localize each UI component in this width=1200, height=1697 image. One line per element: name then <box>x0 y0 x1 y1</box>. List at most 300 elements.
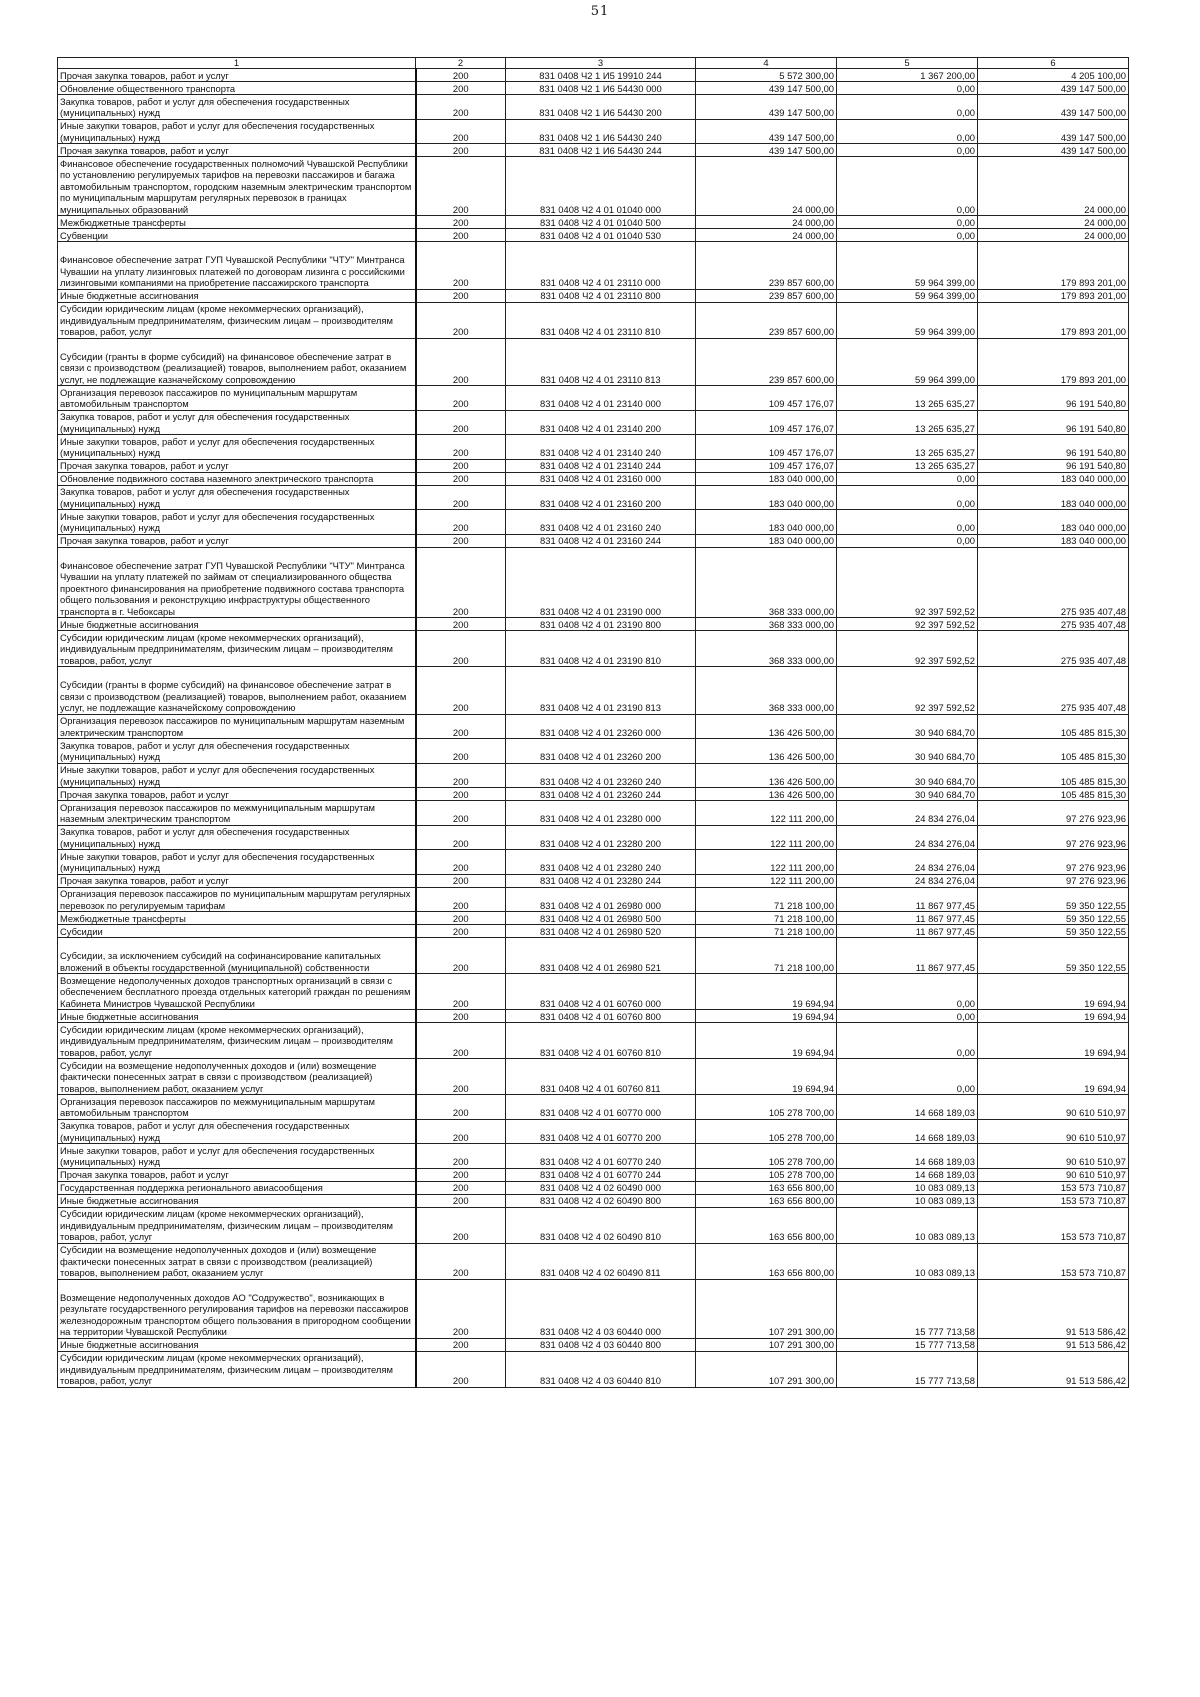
row-name-cell: Закупка товаров, работ и услуг для обеспечения государственных (муниципальных) нужд <box>58 1119 416 1144</box>
row-name-cell: Иные закупки товаров, работ и услуг для обеспечения государственных (муниципальных) нужд <box>58 510 416 535</box>
table-body <box>58 69 1129 1388</box>
table-row <box>58 510 1129 535</box>
row-amount-col6-cell: 97 276 923,96 <box>978 874 1129 887</box>
row-name-cell: Субсидии юридическим лицам (кроме некоммерческих организаций), индивидуальным предпринимателям, физическим лицам – производителям товаров, работ, услуг <box>58 302 416 338</box>
row-name-cell: Субсидии на возмещение недополученных доходов и (или) возмещение фактически понесенных затрат в связи с производством (реализацией) товаров, выполнением работ, оказанием услуг <box>58 1243 416 1279</box>
row-amount-col6-cell: 105 485 815,30 <box>978 788 1129 801</box>
row-name-cell: Субсидии <box>58 925 416 938</box>
row-budget-code-cell: 831 0408 Ч2 4 01 23190 813 <box>506 667 696 715</box>
row-amount-col5-cell: 59 964 399,00 <box>837 289 978 302</box>
row-amount-col5-cell: 11 867 977,45 <box>837 925 978 938</box>
table-row <box>58 1279 1129 1338</box>
row-amount-col5-cell: 1 367 200,00 <box>837 69 978 82</box>
row-code-cell: 200 <box>416 667 506 715</box>
row-amount-col5-cell: 14 668 189,03 <box>837 1119 978 1144</box>
row-amount-col4-cell: 19 694,94 <box>696 1010 837 1023</box>
row-amount-col5-cell: 0,00 <box>837 216 978 229</box>
row-amount-col4-cell: 19 694,94 <box>696 1059 837 1095</box>
table-row <box>58 289 1129 302</box>
row-amount-col5-cell: 14 668 189,03 <box>837 1144 978 1169</box>
row-code-cell: 200 <box>416 386 506 411</box>
row-name-cell: Межбюджетные трансферты <box>58 912 416 925</box>
row-budget-code-cell: 831 0408 Ч2 4 01 60760 810 <box>506 1023 696 1059</box>
row-amount-col6-cell: 179 893 201,00 <box>978 302 1129 338</box>
row-amount-col5-cell: 92 397 592,52 <box>837 667 978 715</box>
row-budget-code-cell: 831 0408 Ч2 4 02 60490 811 <box>506 1243 696 1279</box>
row-amount-col6-cell: 439 147 500,00 <box>978 95 1129 120</box>
row-amount-col4-cell: 136 426 500,00 <box>696 739 837 764</box>
row-budget-code-cell: 831 0408 Ч2 4 01 23160 200 <box>506 485 696 510</box>
row-amount-col6-cell: 59 350 122,55 <box>978 938 1129 974</box>
row-amount-col5-cell: 24 834 276,04 <box>837 801 978 826</box>
row-amount-col5-cell: 14 668 189,03 <box>837 1095 978 1120</box>
row-name-cell: Организация перевозок пассажиров по муниципальным маршрутам регулярных перевозок по регулируемым тарифам <box>58 887 416 912</box>
row-amount-col4-cell: 439 147 500,00 <box>696 82 837 95</box>
row-budget-code-cell: 831 0408 Ч2 4 03 60440 000 <box>506 1279 696 1338</box>
row-amount-col5-cell: 0,00 <box>837 82 978 95</box>
row-budget-code-cell: 831 0408 Ч2 4 01 23160 000 <box>506 472 696 485</box>
row-amount-col6-cell: 439 147 500,00 <box>978 144 1129 157</box>
row-amount-col4-cell: 109 457 176,07 <box>696 410 837 435</box>
row-budget-code-cell: 831 0408 Ч2 1 И6 54430 244 <box>506 144 696 157</box>
table-row <box>58 410 1129 435</box>
row-budget-code-cell: 831 0408 Ч2 4 01 23140 244 <box>506 459 696 472</box>
row-name-cell: Финансовое обеспечение затрат ГУП Чувашской Республики "ЧТУ" Минтранса Чувашии на уплату платежей по займам от специализированного общества проектного финансирования на приобретение подвижного состава транспорта общего пользования и реконструкцию инфраструктуры общественного транспорта в г. Чебоксары <box>58 547 416 618</box>
table-row <box>58 739 1129 764</box>
row-amount-col6-cell: 275 935 407,48 <box>978 667 1129 715</box>
row-amount-col5-cell: 0,00 <box>837 472 978 485</box>
row-budget-code-cell: 831 0408 Ч2 4 01 60770 244 <box>506 1168 696 1181</box>
row-budget-code-cell: 831 0408 Ч2 4 01 60770 240 <box>506 1144 696 1169</box>
row-amount-col5-cell: 0,00 <box>837 119 978 144</box>
row-code-cell: 200 <box>416 974 506 1010</box>
row-amount-col6-cell: 97 276 923,96 <box>978 850 1129 875</box>
row-name-cell: Государственная поддержка регионального авиасообщения <box>58 1181 416 1194</box>
row-amount-col4-cell: 163 656 800,00 <box>696 1243 837 1279</box>
table-row <box>58 763 1129 788</box>
row-name-cell: Финансовое обеспечение государственных полномочий Чувашской Республики по установлению регулируемых тарифов на перевозки пассажиров и багажа автомобильным транспортом, городским наземным электрическим транспортом по муниципальным маршрутам регулярных перевозок в границах муниципальных образований <box>58 157 416 216</box>
row-budget-code-cell: 831 0408 Ч2 4 01 60760 800 <box>506 1010 696 1023</box>
row-name-cell: Закупка товаров, работ и услуг для обеспечения государственных (муниципальных) нужд <box>58 410 416 435</box>
row-budget-code-cell: 831 0408 Ч2 4 01 26980 521 <box>506 938 696 974</box>
row-name-cell: Закупка товаров, работ и услуг для обеспечения государственных (муниципальных) нужд <box>58 739 416 764</box>
row-amount-col4-cell: 109 457 176,07 <box>696 386 837 411</box>
row-code-cell: 200 <box>416 534 506 547</box>
row-code-cell: 200 <box>416 302 506 338</box>
row-budget-code-cell: 831 0408 Ч2 4 01 23190 810 <box>506 631 696 667</box>
row-name-cell: Субсидии юридическим лицам (кроме некоммерческих организаций), индивидуальным предпринимателям, физическим лицам – производителям товаров, работ, услуг <box>58 1023 416 1059</box>
row-budget-code-cell: 831 0408 Ч2 4 01 23260 200 <box>506 739 696 764</box>
row-budget-code-cell: 831 0408 Ч2 4 02 60490 800 <box>506 1194 696 1207</box>
row-amount-col4-cell: 439 147 500,00 <box>696 95 837 120</box>
row-amount-col6-cell: 153 573 710,87 <box>978 1181 1129 1194</box>
row-amount-col4-cell: 368 333 000,00 <box>696 667 837 715</box>
row-amount-col5-cell: 0,00 <box>837 1010 978 1023</box>
row-amount-col5-cell: 0,00 <box>837 229 978 242</box>
row-amount-col5-cell: 0,00 <box>837 974 978 1010</box>
table-row <box>58 1338 1129 1351</box>
row-budget-code-cell: 831 0408 Ч2 4 01 60770 200 <box>506 1119 696 1144</box>
row-name-cell: Субсидии, за исключением субсидий на софинансирование капитальных вложений в объекты государственной (муниципальной) собственности <box>58 938 416 974</box>
column-number-row <box>58 58 1129 69</box>
row-code-cell: 200 <box>416 472 506 485</box>
row-budget-code-cell: 831 0408 Ч2 4 03 60440 810 <box>506 1351 696 1387</box>
row-code-cell: 200 <box>416 69 506 82</box>
row-code-cell: 200 <box>416 119 506 144</box>
row-name-cell: Организация перевозок пассажиров по межмуниципальным маршрутам автомобильным транспортом <box>58 1095 416 1120</box>
row-budget-code-cell: 831 0408 Ч2 4 01 01040 530 <box>506 229 696 242</box>
row-budget-code-cell: 831 0408 Ч2 4 01 60770 000 <box>506 1095 696 1120</box>
row-name-cell: Возмещение недополученных доходов АО "Содружество", возникающих в результате государственного регулирования тарифов на перевозки пассажиров железнодорожным транспортом общего пользования в пригородном сообщении на территории Чувашской Республики <box>58 1279 416 1338</box>
row-name-cell: Субсидии юридическим лицам (кроме некоммерческих организаций), индивидуальным предпринимателям, физическим лицам – производителям товаров, работ, услуг <box>58 1351 416 1387</box>
row-code-cell: 200 <box>416 874 506 887</box>
table-row <box>58 938 1129 974</box>
row-amount-col4-cell: 19 694,94 <box>696 974 837 1010</box>
row-budget-code-cell: 831 0408 Ч2 4 01 23280 240 <box>506 850 696 875</box>
column-header: 6 <box>978 58 1129 69</box>
row-amount-col6-cell: 96 191 540,80 <box>978 386 1129 411</box>
row-amount-col6-cell: 90 610 510,97 <box>978 1119 1129 1144</box>
row-amount-col5-cell: 0,00 <box>837 510 978 535</box>
row-amount-col5-cell: 59 964 399,00 <box>837 338 978 386</box>
row-amount-col4-cell: 105 278 700,00 <box>696 1168 837 1181</box>
table-row <box>58 472 1129 485</box>
row-name-cell: Прочая закупка товаров, работ и услуг <box>58 144 416 157</box>
row-budget-code-cell: 831 0408 Ч2 4 01 01040 000 <box>506 157 696 216</box>
row-amount-col5-cell: 0,00 <box>837 144 978 157</box>
row-code-cell: 200 <box>416 1207 506 1243</box>
row-amount-col5-cell: 24 834 276,04 <box>837 825 978 850</box>
row-code-cell: 200 <box>416 1181 506 1194</box>
table-row <box>58 1023 1129 1059</box>
row-amount-col6-cell: 59 350 122,55 <box>978 912 1129 925</box>
row-budget-code-cell: 831 0408 Ч2 4 01 26980 520 <box>506 925 696 938</box>
row-amount-col6-cell: 105 485 815,30 <box>978 714 1129 739</box>
table-row <box>58 667 1129 715</box>
row-amount-col4-cell: 136 426 500,00 <box>696 714 837 739</box>
row-amount-col6-cell: 91 513 586,42 <box>978 1279 1129 1338</box>
row-budget-code-cell: 831 0408 Ч2 4 01 23190 800 <box>506 618 696 631</box>
table-row <box>58 485 1129 510</box>
row-budget-code-cell: 831 0408 Ч2 4 01 23110 800 <box>506 289 696 302</box>
row-code-cell: 200 <box>416 763 506 788</box>
row-amount-col6-cell: 97 276 923,96 <box>978 825 1129 850</box>
row-amount-col5-cell: 11 867 977,45 <box>837 938 978 974</box>
row-code-cell: 200 <box>416 1095 506 1120</box>
row-name-cell: Иные закупки товаров, работ и услуг для обеспечения государственных (муниципальных) нужд <box>58 119 416 144</box>
row-amount-col5-cell: 0,00 <box>837 157 978 216</box>
row-amount-col6-cell: 183 040 000,00 <box>978 485 1129 510</box>
row-budget-code-cell: 831 0408 Ч2 4 01 23110 810 <box>506 302 696 338</box>
row-name-cell: Иные закупки товаров, работ и услуг для обеспечения государственных (муниципальных) нужд <box>58 1144 416 1169</box>
column-header: 1 <box>58 58 416 69</box>
table-row <box>58 925 1129 938</box>
table-row <box>58 801 1129 826</box>
row-code-cell: 200 <box>416 618 506 631</box>
row-amount-col6-cell: 91 513 586,42 <box>978 1338 1129 1351</box>
table-row <box>58 1010 1129 1023</box>
row-amount-col6-cell: 59 350 122,55 <box>978 887 1129 912</box>
row-amount-col5-cell: 59 964 399,00 <box>837 242 978 290</box>
row-name-cell: Иные бюджетные ассигнования <box>58 1010 416 1023</box>
row-code-cell: 200 <box>416 714 506 739</box>
table-row <box>58 534 1129 547</box>
row-budget-code-cell: 831 0408 Ч2 4 01 23160 244 <box>506 534 696 547</box>
row-budget-code-cell: 831 0408 Ч2 4 03 60440 800 <box>506 1338 696 1351</box>
row-budget-code-cell: 831 0408 Ч2 4 01 26980 000 <box>506 887 696 912</box>
row-name-cell: Закупка товаров, работ и услуг для обеспечения государственных (муниципальных) нужд <box>58 825 416 850</box>
row-budget-code-cell: 831 0408 Ч2 4 01 23280 000 <box>506 801 696 826</box>
row-amount-col5-cell: 14 668 189,03 <box>837 1168 978 1181</box>
table-row <box>58 459 1129 472</box>
row-amount-col5-cell: 92 397 592,52 <box>837 618 978 631</box>
row-code-cell: 200 <box>416 459 506 472</box>
row-name-cell: Прочая закупка товаров, работ и услуг <box>58 459 416 472</box>
row-code-cell: 200 <box>416 850 506 875</box>
row-amount-col5-cell: 30 940 684,70 <box>837 714 978 739</box>
row-name-cell: Субсидии (гранты в форме субсидий) на финансовое обеспечение затрат в связи с производством (реализацией) товаров, выполнением работ, оказанием услуг, не подлежащие казначейскому сопровождению <box>58 338 416 386</box>
row-amount-col6-cell: 90 610 510,97 <box>978 1168 1129 1181</box>
row-budget-code-cell: 831 0408 Ч2 4 01 23110 813 <box>506 338 696 386</box>
row-code-cell: 200 <box>416 1338 506 1351</box>
row-amount-col5-cell: 24 834 276,04 <box>837 874 978 887</box>
table-row <box>58 912 1129 925</box>
table-row <box>58 850 1129 875</box>
row-code-cell: 200 <box>416 242 506 290</box>
row-amount-col4-cell: 183 040 000,00 <box>696 534 837 547</box>
table-row <box>58 82 1129 95</box>
row-name-cell: Прочая закупка товаров, работ и услуг <box>58 1168 416 1181</box>
row-code-cell: 200 <box>416 1010 506 1023</box>
row-code-cell: 200 <box>416 631 506 667</box>
row-code-cell: 200 <box>416 485 506 510</box>
row-amount-col4-cell: 107 291 300,00 <box>696 1279 837 1338</box>
row-name-cell: Обновление подвижного состава наземного электрического транспорта <box>58 472 416 485</box>
row-name-cell: Иные закупки товаров, работ и услуг для обеспечения государственных (муниципальных) нужд <box>58 435 416 460</box>
row-amount-col5-cell: 92 397 592,52 <box>837 631 978 667</box>
row-amount-col6-cell: 59 350 122,55 <box>978 925 1129 938</box>
row-amount-col5-cell: 0,00 <box>837 534 978 547</box>
row-code-cell: 200 <box>416 1168 506 1181</box>
row-code-cell: 200 <box>416 82 506 95</box>
row-amount-col5-cell: 0,00 <box>837 95 978 120</box>
row-amount-col4-cell: 71 218 100,00 <box>696 925 837 938</box>
row-amount-col4-cell: 439 147 500,00 <box>696 144 837 157</box>
row-amount-col6-cell: 275 935 407,48 <box>978 547 1129 618</box>
row-amount-col6-cell: 24 000,00 <box>978 229 1129 242</box>
row-amount-col5-cell: 10 083 089,13 <box>837 1207 978 1243</box>
row-name-cell: Финансовое обеспечение затрат ГУП Чувашской Республики "ЧТУ" Минтранса Чувашии на уплату лизинговых платежей по договорам лизинга с российскими лизинговыми компаниями на приобретение пассажирского транспорта <box>58 242 416 290</box>
row-budget-code-cell: 831 0408 Ч2 1 И6 54430 000 <box>506 82 696 95</box>
row-name-cell: Прочая закупка товаров, работ и услуг <box>58 69 416 82</box>
row-amount-col4-cell: 368 333 000,00 <box>696 631 837 667</box>
row-amount-col5-cell: 92 397 592,52 <box>837 547 978 618</box>
row-amount-col6-cell: 19 694,94 <box>978 1023 1129 1059</box>
row-amount-col6-cell: 24 000,00 <box>978 157 1129 216</box>
row-amount-col4-cell: 183 040 000,00 <box>696 510 837 535</box>
table-row <box>58 1168 1129 1181</box>
row-amount-col5-cell: 13 265 635,27 <box>837 386 978 411</box>
row-name-cell: Субсидии юридическим лицам (кроме некоммерческих организаций), индивидуальным предпринимателям, физическим лицам – производителям товаров, работ, услуг <box>58 631 416 667</box>
row-amount-col6-cell: 91 513 586,42 <box>978 1351 1129 1387</box>
row-name-cell: Иные закупки товаров, работ и услуг для обеспечения государственных (муниципальных) нужд <box>58 850 416 875</box>
table-row <box>58 216 1129 229</box>
row-code-cell: 200 <box>416 338 506 386</box>
table-row <box>58 825 1129 850</box>
row-amount-col6-cell: 183 040 000,00 <box>978 510 1129 535</box>
row-code-cell: 200 <box>416 1119 506 1144</box>
row-code-cell: 200 <box>416 938 506 974</box>
row-amount-col4-cell: 122 111 200,00 <box>696 825 837 850</box>
row-amount-col4-cell: 105 278 700,00 <box>696 1095 837 1120</box>
row-code-cell: 200 <box>416 1351 506 1387</box>
row-amount-col6-cell: 439 147 500,00 <box>978 82 1129 95</box>
column-header: 2 <box>416 58 506 69</box>
row-amount-col5-cell: 10 083 089,13 <box>837 1243 978 1279</box>
row-amount-col6-cell: 179 893 201,00 <box>978 289 1129 302</box>
row-code-cell: 200 <box>416 229 506 242</box>
table-row <box>58 1207 1129 1243</box>
row-amount-col4-cell: 136 426 500,00 <box>696 788 837 801</box>
row-code-cell: 200 <box>416 289 506 302</box>
table-row <box>58 874 1129 887</box>
row-code-cell: 200 <box>416 144 506 157</box>
table-row <box>58 1243 1129 1279</box>
row-amount-col4-cell: 163 656 800,00 <box>696 1207 837 1243</box>
row-amount-col6-cell: 153 573 710,87 <box>978 1194 1129 1207</box>
row-name-cell: Прочая закупка товаров, работ и услуг <box>58 534 416 547</box>
row-amount-col4-cell: 239 857 600,00 <box>696 289 837 302</box>
row-amount-col4-cell: 105 278 700,00 <box>696 1144 837 1169</box>
row-amount-col4-cell: 105 278 700,00 <box>696 1119 837 1144</box>
row-budget-code-cell: 831 0408 Ч2 4 02 60490 810 <box>506 1207 696 1243</box>
row-code-cell: 200 <box>416 1059 506 1095</box>
row-amount-col5-cell: 15 777 713,58 <box>837 1279 978 1338</box>
row-amount-col5-cell: 11 867 977,45 <box>837 887 978 912</box>
row-code-cell: 200 <box>416 510 506 535</box>
table-row <box>58 435 1129 460</box>
row-amount-col4-cell: 239 857 600,00 <box>696 242 837 290</box>
row-amount-col4-cell: 368 333 000,00 <box>696 547 837 618</box>
row-amount-col4-cell: 109 457 176,07 <box>696 435 837 460</box>
budget-table <box>57 57 1129 1388</box>
row-amount-col4-cell: 122 111 200,00 <box>696 874 837 887</box>
row-amount-col6-cell: 90 610 510,97 <box>978 1144 1129 1169</box>
row-code-cell: 200 <box>416 925 506 938</box>
row-amount-col4-cell: 24 000,00 <box>696 229 837 242</box>
row-budget-code-cell: 831 0408 Ч2 4 01 23260 240 <box>506 763 696 788</box>
row-amount-col5-cell: 10 083 089,13 <box>837 1181 978 1194</box>
row-amount-col6-cell: 183 040 000,00 <box>978 534 1129 547</box>
row-amount-col5-cell: 0,00 <box>837 1023 978 1059</box>
row-amount-col5-cell: 0,00 <box>837 1059 978 1095</box>
table-row <box>58 714 1129 739</box>
table-row <box>58 338 1129 386</box>
table-row <box>58 631 1129 667</box>
row-amount-col4-cell: 24 000,00 <box>696 216 837 229</box>
row-budget-code-cell: 831 0408 Ч2 4 01 23190 000 <box>506 547 696 618</box>
table-row <box>58 547 1129 618</box>
row-amount-col6-cell: 105 485 815,30 <box>978 739 1129 764</box>
row-amount-col4-cell: 107 291 300,00 <box>696 1351 837 1387</box>
row-name-cell: Субсидии на возмещение недополученных доходов и (или) возмещение фактически понесенных затрат в связи с производством (реализацией) товаров, выполнением работ, оказанием услуг <box>58 1059 416 1095</box>
row-amount-col5-cell: 13 265 635,27 <box>837 459 978 472</box>
row-name-cell: Иные бюджетные ассигнования <box>58 618 416 631</box>
row-amount-col6-cell: 90 610 510,97 <box>978 1095 1129 1120</box>
row-amount-col6-cell: 183 040 000,00 <box>978 472 1129 485</box>
row-budget-code-cell: 831 0408 Ч2 4 01 23280 200 <box>506 825 696 850</box>
row-code-cell: 200 <box>416 912 506 925</box>
row-budget-code-cell: 831 0408 Ч2 1 И6 54430 200 <box>506 95 696 120</box>
row-budget-code-cell: 831 0408 Ч2 4 01 23280 244 <box>506 874 696 887</box>
row-amount-col6-cell: 153 573 710,87 <box>978 1243 1129 1279</box>
row-budget-code-cell: 831 0408 Ч2 4 02 60490 000 <box>506 1181 696 1194</box>
row-amount-col5-cell: 30 940 684,70 <box>837 763 978 788</box>
row-amount-col6-cell: 275 935 407,48 <box>978 631 1129 667</box>
table-row <box>58 157 1129 216</box>
row-code-cell: 200 <box>416 801 506 826</box>
row-amount-col6-cell: 179 893 201,00 <box>978 338 1129 386</box>
row-budget-code-cell: 831 0408 Ч2 4 01 23160 240 <box>506 510 696 535</box>
row-amount-col6-cell: 19 694,94 <box>978 1010 1129 1023</box>
table-row <box>58 887 1129 912</box>
row-name-cell: Иные бюджетные ассигнования <box>58 289 416 302</box>
row-amount-col5-cell: 15 777 713,58 <box>837 1338 978 1351</box>
table-row <box>58 1059 1129 1095</box>
row-code-cell: 200 <box>416 410 506 435</box>
row-amount-col6-cell: 96 191 540,80 <box>978 410 1129 435</box>
row-code-cell: 200 <box>416 788 506 801</box>
table-row <box>58 119 1129 144</box>
row-code-cell: 200 <box>416 1194 506 1207</box>
row-amount-col6-cell: 4 205 100,00 <box>978 69 1129 82</box>
row-amount-col5-cell: 30 940 684,70 <box>837 739 978 764</box>
table-row <box>58 788 1129 801</box>
table-row <box>58 386 1129 411</box>
row-amount-col6-cell: 97 276 923,96 <box>978 801 1129 826</box>
table-row <box>58 95 1129 120</box>
column-header: 5 <box>837 58 978 69</box>
row-amount-col4-cell: 163 656 800,00 <box>696 1181 837 1194</box>
row-amount-col4-cell: 163 656 800,00 <box>696 1194 837 1207</box>
row-amount-col5-cell: 0,00 <box>837 485 978 510</box>
row-amount-col6-cell: 96 191 540,80 <box>978 435 1129 460</box>
row-amount-col4-cell: 136 426 500,00 <box>696 763 837 788</box>
row-name-cell: Организация перевозок пассажиров по межмуниципальным маршрутам наземным электрическим транспортом <box>58 801 416 826</box>
row-name-cell: Иные бюджетные ассигнования <box>58 1338 416 1351</box>
row-amount-col4-cell: 183 040 000,00 <box>696 485 837 510</box>
row-amount-col6-cell: 19 694,94 <box>978 1059 1129 1095</box>
row-amount-col5-cell: 59 964 399,00 <box>837 302 978 338</box>
row-amount-col4-cell: 19 694,94 <box>696 1023 837 1059</box>
page-number: 51 <box>590 4 610 19</box>
row-amount-col5-cell: 13 265 635,27 <box>837 410 978 435</box>
row-amount-col4-cell: 71 218 100,00 <box>696 938 837 974</box>
column-header: 4 <box>696 58 837 69</box>
row-name-cell: Закупка товаров, работ и услуг для обеспечения государственных (муниципальных) нужд <box>58 485 416 510</box>
row-name-cell: Прочая закупка товаров, работ и услуг <box>58 788 416 801</box>
row-amount-col4-cell: 107 291 300,00 <box>696 1338 837 1351</box>
row-amount-col4-cell: 122 111 200,00 <box>696 850 837 875</box>
row-name-cell: Субсидии юридическим лицам (кроме некоммерческих организаций), индивидуальным предпринимателям, физическим лицам – производителям товаров, работ, услуг <box>58 1207 416 1243</box>
row-amount-col6-cell: 439 147 500,00 <box>978 119 1129 144</box>
row-amount-col5-cell: 15 777 713,58 <box>837 1351 978 1387</box>
row-name-cell: Обновление общественного транспорта <box>58 82 416 95</box>
row-amount-col4-cell: 239 857 600,00 <box>696 338 837 386</box>
row-name-cell: Субвенции <box>58 229 416 242</box>
row-name-cell: Закупка товаров, работ и услуг для обеспечения государственных (муниципальных) нужд <box>58 95 416 120</box>
row-amount-col6-cell: 153 573 710,87 <box>978 1207 1129 1243</box>
